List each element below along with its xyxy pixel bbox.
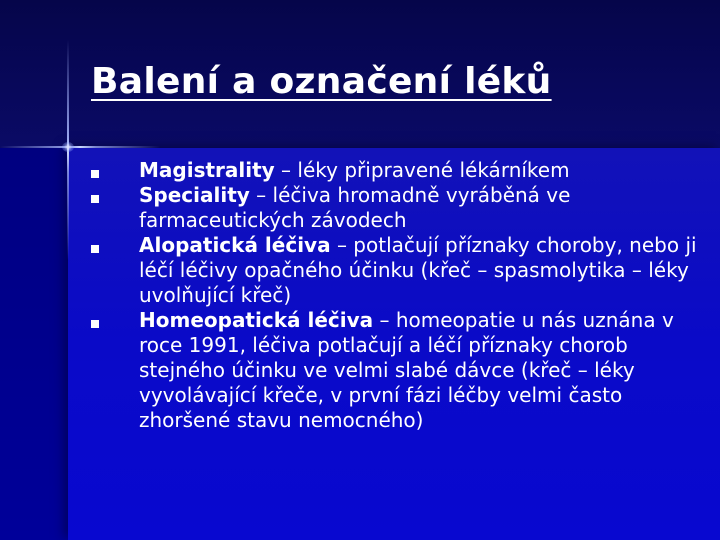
item-term: Magistrality xyxy=(139,158,275,182)
item-term: Homeopatická léčiva xyxy=(139,308,374,332)
square-bullet-icon xyxy=(91,170,99,178)
list-item xyxy=(88,183,708,233)
item-term: Alopatická léčiva xyxy=(139,233,331,257)
item-text: – léky připravené lékárníkem xyxy=(274,158,570,182)
list-item xyxy=(88,233,708,308)
square-bullet-icon xyxy=(91,195,99,203)
bullet-list xyxy=(88,158,708,433)
item-term: Speciality xyxy=(139,183,250,207)
light-glint-horizontal xyxy=(0,146,160,148)
square-bullet-icon xyxy=(91,320,99,328)
slide-title: Balení a označení léků xyxy=(91,61,552,102)
light-glint-star xyxy=(62,142,74,152)
square-bullet-icon xyxy=(91,245,99,253)
list-item xyxy=(88,308,708,433)
list-item xyxy=(88,158,708,183)
item-text: – léčiva hromadně vyráběná ve farmaceutických závodech xyxy=(139,183,571,232)
item-text: – homeopatie u nás uznána v roce 1991, léčiva potlačují a léčí příznaky chorob stejného účinku ve velmi slabé dávce (křeč – léky vyvolávající křeče, v první fázi léčby velmi často zhoršené stavu nemocného) xyxy=(139,308,674,432)
left-decor-strip xyxy=(0,148,68,540)
item-text: – potlačují příznaky choroby, nebo ji léčí léčivy opačného účinku (křeč – spasmolytika – léky uvolňující křeč) xyxy=(139,233,697,307)
